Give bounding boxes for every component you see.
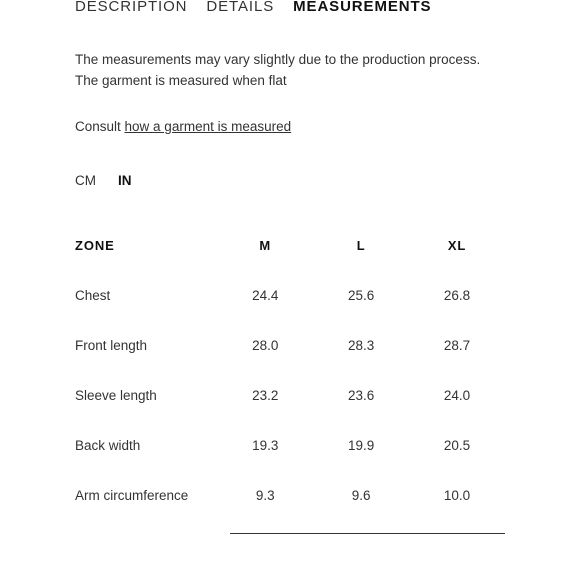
header-size-xl: XL	[447, 238, 467, 253]
size-l-cell: 28.3	[347, 338, 375, 353]
measurements-table	[75, 238, 505, 538]
table-header-row	[75, 238, 505, 288]
size-l-cell: 19.9	[347, 438, 375, 453]
intro-line-1: The measurements may vary slightly due to the production process.	[75, 52, 481, 67]
size-xl-cell: 28.7	[443, 338, 471, 353]
table-row	[75, 388, 505, 438]
size-xl-cell: 20.5	[443, 438, 471, 453]
zone-cell: Arm circumference	[75, 488, 189, 503]
tab-description[interactable]: DESCRIPTION	[75, 0, 188, 15]
header-zone: ZONE	[75, 238, 115, 253]
tab-measurements[interactable]: MEASUREMENTS	[293, 0, 432, 15]
consult-text	[75, 118, 291, 136]
table-row	[75, 488, 505, 538]
size-m-cell: 19.3	[252, 438, 279, 453]
table-row	[75, 288, 505, 338]
zone-cell: Front length	[75, 338, 148, 353]
table-row	[75, 438, 505, 488]
zone-cell: Chest	[75, 288, 111, 303]
size-xl-cell: 26.8	[443, 288, 471, 303]
zone-cell: Sleeve length	[75, 388, 157, 403]
product-info-tabs	[75, 0, 431, 16]
table-bottom-divider	[230, 533, 505, 534]
intro-line-2: The garment is measured when flat	[75, 73, 287, 88]
size-l-cell: 25.6	[347, 288, 375, 303]
measurements-intro	[75, 49, 480, 91]
zone-cell: Back width	[75, 438, 141, 453]
unit-toggle	[75, 172, 132, 190]
how-measured-link[interactable]: how a garment is measured	[124, 119, 292, 134]
table-row	[75, 338, 505, 388]
size-xl-cell: 10.0	[443, 488, 471, 503]
size-m-cell: 23.2	[252, 388, 279, 403]
unit-in-option[interactable]: IN	[118, 173, 132, 188]
size-l-cell: 23.6	[347, 388, 375, 403]
size-m-cell: 28.0	[252, 338, 279, 353]
size-m-cell: 24.4	[252, 288, 279, 303]
size-xl-cell: 24.0	[443, 388, 471, 403]
header-size-l: L	[356, 238, 366, 253]
consult-prefix: Consult	[75, 119, 125, 134]
header-size-m: M	[259, 238, 272, 253]
size-m-cell: 9.3	[255, 488, 275, 503]
tab-details[interactable]: DETAILS	[206, 0, 275, 15]
size-l-cell: 9.6	[351, 488, 371, 503]
unit-cm-option[interactable]: CM	[75, 173, 96, 188]
